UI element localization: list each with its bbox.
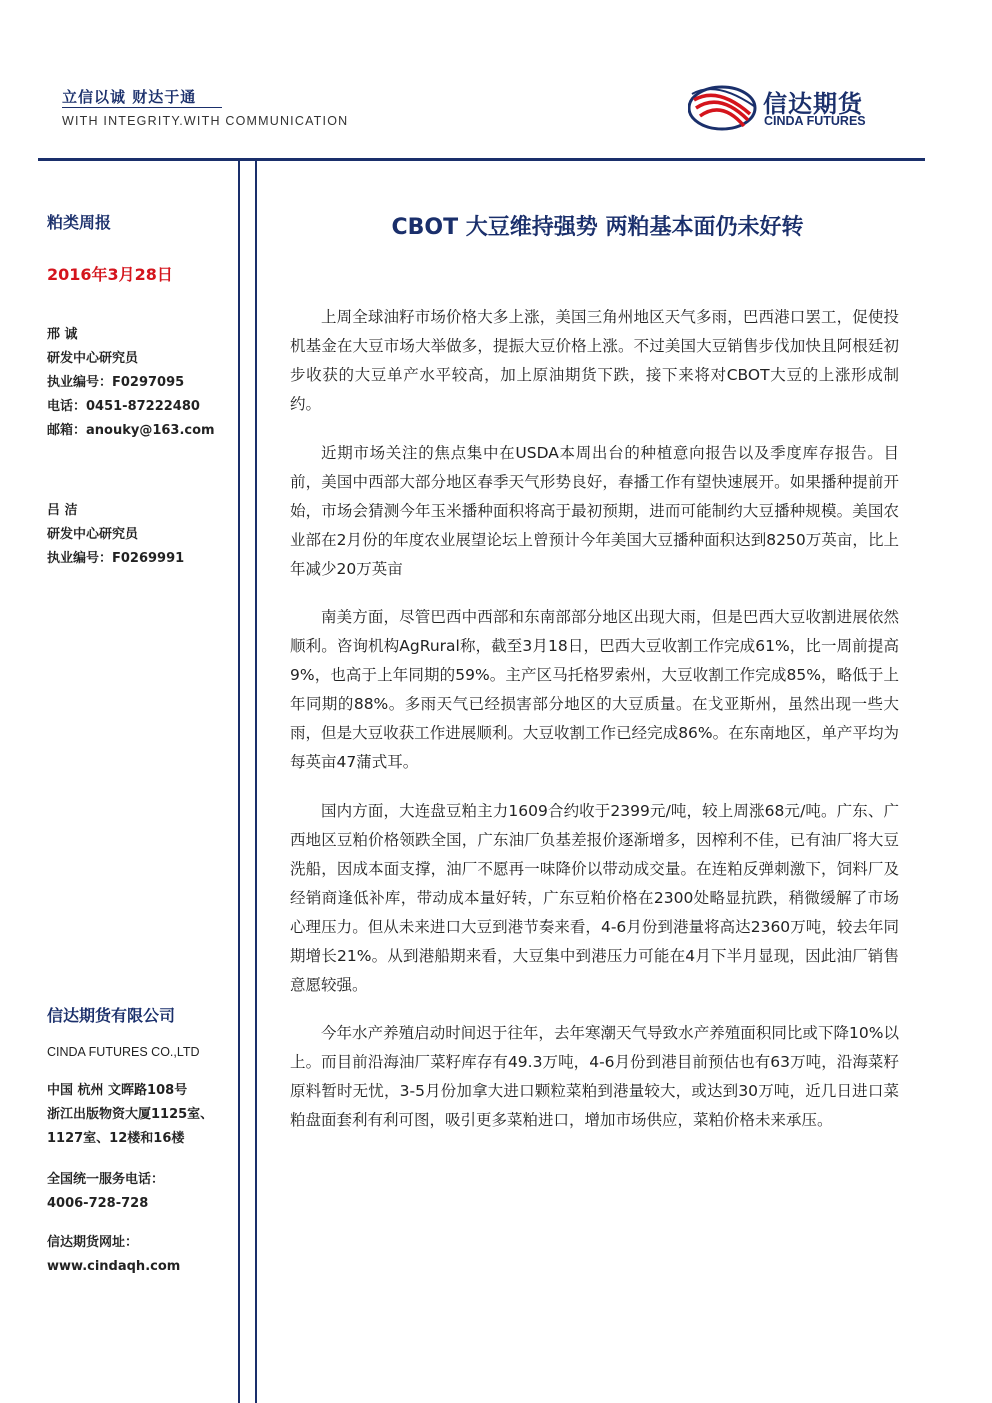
website-link[interactable]: www.cindaqh.com (47, 1259, 181, 1274)
column-divider-left (238, 161, 240, 1403)
author-card-2 (47, 499, 184, 571)
column-divider-right (255, 161, 257, 1403)
hotline-label: 全国统一服务电话： (47, 1172, 165, 1187)
logo-swoosh-icon (688, 80, 760, 132)
author-license: 执业编号：F0269991 (47, 551, 185, 566)
report-date: 2016年3月28日 (47, 265, 173, 284)
paragraph: 近期市场关注的焦点集中在USDA本周出台的种植意向报告以及季度库存报告。目前，美国中西部大部分地区春季天气形势良好，春播工作有望快速展开。如果播种提前开始，市场会猜测今年玉米播种面积将高于最初预期，进而可能制约大豆播种规模。美国农业部在2月份的年度农业展望论坛上曾预计今年美国大豆播种面积达到8250万英亩，比上年减少20万英亩 (290, 444, 899, 578)
page-header (0, 0, 992, 165)
slogan-underline (62, 107, 222, 108)
author-role: 研发中心研究员 (47, 351, 139, 366)
paragraph: 今年水产养殖启动时间迟于往年，去年寒潮天气导致水产养殖面积同比或下降10%以上。而目前沿海油厂菜籽库存有49.3万吨，4-6月份到港目前预估也有63万吨，沿海菜籽原料暂时无忧，3-5月份加拿大进口颗粒菜粕到港量较大，或达到30万吨，近几日进口菜粕盘面套利有利可图，吸引更多菜粕进口，增加市场供应，菜粕价格未来承压。 (290, 1024, 899, 1129)
hotline-number: 4006-728-728 (47, 1196, 149, 1211)
address-line: 1127室、12楼和16楼 (47, 1131, 185, 1146)
paragraph: 上周全球油籽市场价格大多上涨，美国三角州地区天气多雨，巴西港口罢工，促使投机基金在大豆市场大举做多，提振大豆价格上涨。不过美国大豆销售步伐加快且阿根廷初步收获的大豆单产水平较高，加上原油期货下跌，接下来将对CBOT大豆的上涨形成制约。 (290, 308, 899, 413)
author-email[interactable]: 邮箱：anouky@163.com (47, 423, 215, 438)
address-line: 中国 杭州 文晖路108号 (47, 1083, 188, 1098)
logo-name-en: CINDA FUTURES (764, 114, 866, 128)
author-name: 吕 洁 (47, 503, 78, 518)
paragraph: 南美方面，尽管巴西中西部和东南部部分地区出现大雨，但是巴西大豆收割进展依然顺利。咨询机构AgRural称，截至3月18日，巴西大豆收割工作完成61%，比一周前提高9%，也高于上年同期的59%。主产区马托格罗索州，大豆收割工作完成85%，略低于上年同期的88%。多雨天气已经损害部分地区的大豆质量。在戈亚斯州，虽然出现一些大雨，但是大豆收获工作进展顺利。大豆收割工作已经完成86%。在东南地区，单产平均为每英亩47蒲式耳。 (290, 608, 899, 771)
company-address (47, 1079, 213, 1151)
author-license: 执业编号：F0297095 (47, 375, 185, 390)
address-line: 浙江出版物资大厦1125室、 (47, 1107, 214, 1122)
report-type: 粕类周报 (47, 213, 112, 232)
slogan-cn: 立信以诚 财达于通 (62, 88, 197, 106)
company-name-en: CINDA FUTURES CO.,LTD (47, 1045, 200, 1059)
website-label: 信达期货网址： (47, 1235, 139, 1250)
author-phone: 电话：0451-87222480 (47, 399, 200, 414)
header-divider (38, 158, 925, 161)
slogan-en: WITH INTEGRITY.WITH COMMUNICATION (62, 114, 349, 128)
service-hotline (47, 1168, 164, 1216)
company-logo (688, 80, 928, 132)
author-card-1 (47, 323, 215, 443)
paragraph: 国内方面，大连盘豆粕主力1609合约收于2399元/吨，较上周涨68元/吨。广东、广西地区豆粕价格领跌全国，广东油厂负基差报价逐渐增多，因榨利不佳，已有油厂将大豆洗船，因成本面支撑，油厂不愿再一味降价以带动成交量。在连粕反弹刺激下，饲料厂及经销商逢低补库，带动成本量好转，广东豆粕价格在2300处略显抗跌，稍微缓解了市场心理压力。但从未来进口大豆到港节奏来看，4-6月份到港量将高达2360万吨，较去年同期增长21%。从到港船期来看，大豆集中到港压力可能在4月下半月显现，因此油厂销售意愿较强。 (290, 802, 899, 994)
company-name-cn: 信达期货有限公司 (47, 1006, 176, 1025)
author-role: 研发中心研究员 (47, 527, 139, 542)
company-website (47, 1231, 180, 1279)
logo-name-cn: 信达期货 (763, 90, 863, 118)
report-title: CBOT 大豆维持强势 两粕基本面仍未好转 (391, 215, 804, 240)
author-name: 邢 诚 (47, 327, 78, 342)
